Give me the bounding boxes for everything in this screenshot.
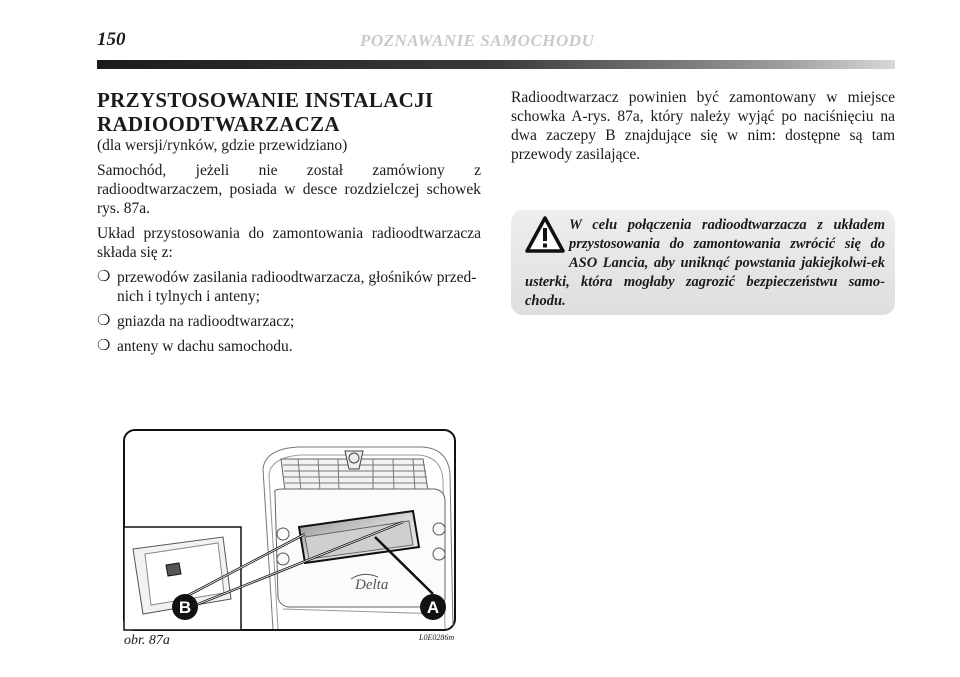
figure-87a — [123, 429, 456, 631]
component-list — [97, 268, 481, 356]
clip-b — [166, 563, 181, 576]
paragraph-components: Układ przystosowania do zamontowania radioodtwarzacza składa się z: — [97, 225, 481, 261]
warning-text-block — [525, 216, 885, 311]
dashboard-illustration — [123, 429, 456, 631]
label-a: A — [426, 598, 440, 617]
bullet-icon: ❍ — [97, 313, 111, 329]
list-item — [97, 312, 481, 331]
page-number: 150 — [97, 29, 126, 50]
section-heading — [97, 88, 481, 136]
warning-box — [511, 210, 895, 315]
list-item — [97, 268, 481, 306]
heading-line-2: RADIOODTWARZACZA — [97, 112, 340, 136]
bullet-icon: ❍ — [97, 269, 111, 285]
right-column — [511, 88, 895, 170]
figure-caption: obr. 87a — [124, 633, 170, 648]
running-header: POZNAWANIE SAMOCHODU — [360, 31, 595, 50]
paragraph-intro: Samochód, jeżeli nie został zamówiony z radioodtwarzaczem, posiada w desce rozdzielczej schowek rys. 87a. — [97, 162, 481, 217]
list-item — [97, 337, 481, 356]
list-item-text: gniazda na radioodtwarzacz; — [117, 313, 295, 330]
warning-triangle-icon — [525, 216, 565, 254]
section-subheading: (dla wersji/rynków, gdzie przewidziano) — [97, 137, 348, 154]
bullet-icon: ❍ — [97, 338, 111, 354]
warning-text: W celu połączenia radioodtwarzacza z układem przystosowania do zamontowania zwrócić się do ASO Lancia, aby uniknąć powstania jakiejkolwi-ek usterki, która mogłaby zagrozić bezpieczeństwu samo-chodu. — [525, 217, 885, 309]
paragraph-installation: Radioodtwarzacz powinien być zamontowany w miejsce schowka A-rys. 87a, który należy wyjąć po naciśnięciu na dwa zaczepy B znajdujące się w nim: dostępne są tam przewody zasilające. — [511, 89, 895, 163]
left-column — [97, 88, 481, 362]
list-item-text: anteny w dachu samochodu. — [117, 338, 293, 355]
header-rule — [97, 60, 895, 69]
warning-icon-space — [525, 216, 569, 256]
delta-badge: Delta — [355, 577, 389, 593]
figure-code: L0E0286m — [419, 633, 455, 642]
list-item-text: przewodów zasilania radioodtwarzacza, głośników przed-nich i tylnych i anteny; — [117, 269, 477, 305]
label-b: B — [178, 598, 192, 617]
heading-line-1: PRZYSTOSOWANIE INSTALACJI — [97, 88, 434, 112]
